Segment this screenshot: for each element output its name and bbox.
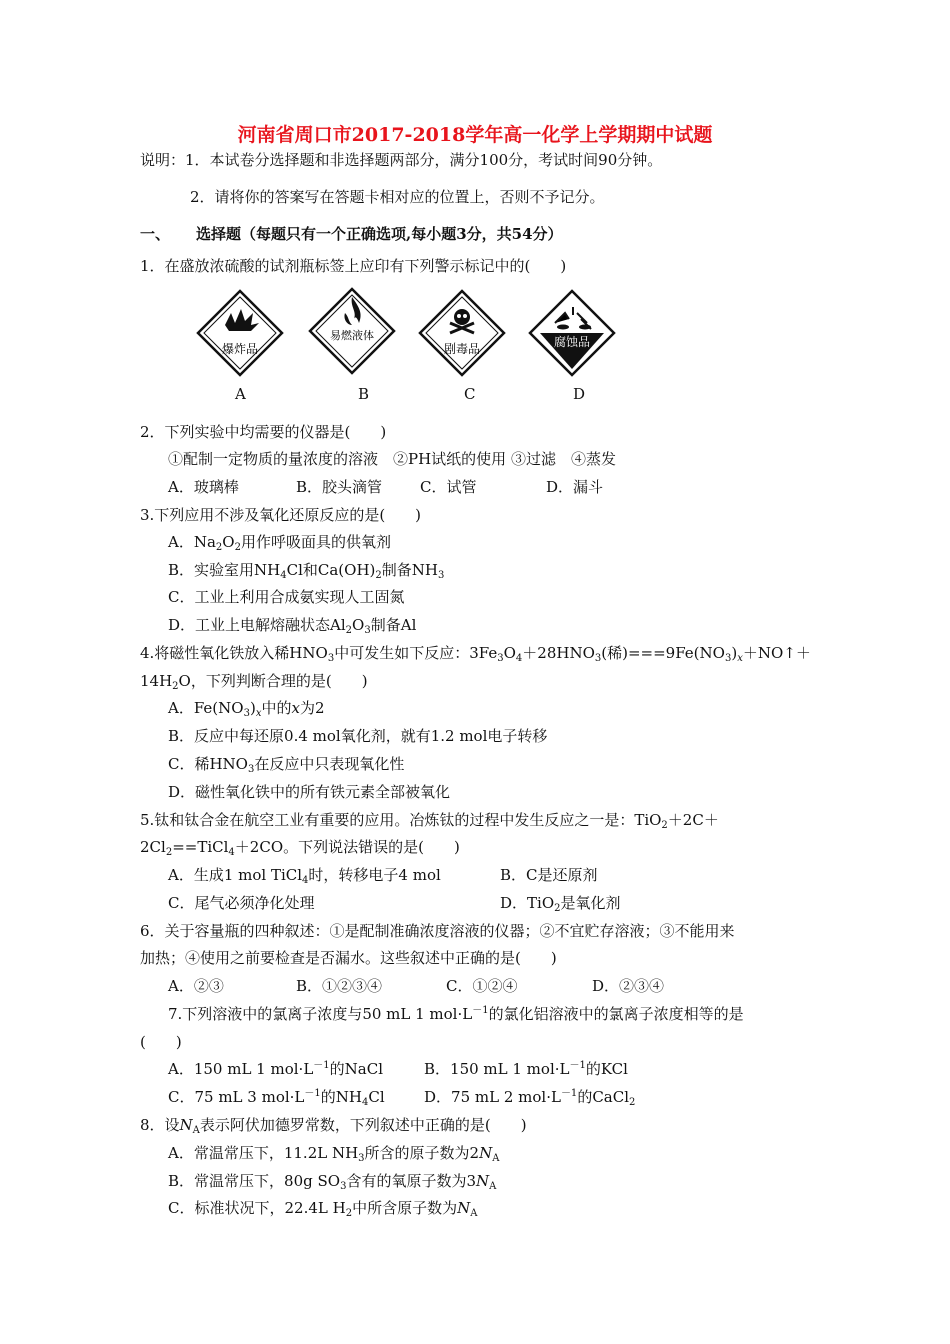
question-6-option-a: A．②③ [168, 977, 224, 995]
question-2-option-d: D．漏斗 [546, 478, 604, 496]
question-2-option-b: B．胶头滴管 [296, 478, 383, 496]
question-5-option-c: C．尾气必须净化处理 [168, 894, 315, 912]
question-8-option-c: C．标准状况下，22.4L $H_2$中所含原子数为$N_A$ [168, 1199, 478, 1219]
question-7-stem: 7.下列溶液中的氯离子浓度与50 mL 1 $mol\cdot L^{-1}$的氯化铝溶液中的氯离子浓度相等的是 [168, 1005, 744, 1023]
question-2-stem: 2．下列实验中均需要的仪器是( ) [140, 423, 387, 441]
sign-a-label: 爆炸品 [221, 342, 259, 356]
question-6-option-b: B．①②③④ [296, 977, 383, 995]
flammable-sign-icon [310, 289, 394, 373]
question-3-option-a: A．$Na_2O_2$用作呼吸面具的供氧剂 [168, 533, 391, 553]
option-label-c: C [464, 385, 476, 403]
question-6-option-d: D．②③④ [592, 977, 665, 995]
question-5-option-a: A．生成1 mol TiCl$_4$时，转移电子4 mol [168, 866, 441, 886]
question-1-stem: 1．在盛放浓硫酸的试剂瓶标签上应印有下列警示标记中的( ) [140, 257, 567, 275]
question-8-option-b: B．常温常压下，80g $SO_3$含有的氧原子数为$3N_A$ [168, 1172, 497, 1192]
question-2-items: ①配制一定物质的量浓度的溶液 ②PH试纸的使用 ③过滤 ④蒸发 [168, 450, 616, 468]
option-label-b: B [358, 385, 370, 403]
warning-signs [195, 283, 635, 413]
sign-b-label: 易燃液体 [330, 329, 374, 342]
question-2-option-c: C．试管 [420, 478, 477, 496]
question-7-option-a: A．150 mL 1 $mol\cdot L^{-1}$的NaCl [168, 1060, 383, 1078]
question-5-option-b: B．C是还原剂 [500, 866, 598, 884]
question-4-stem: 4.将磁性氧化铁放入稀$HNO_3$中可发生如下反应：$3Fe_3O_4+28HNO_3$(稀)$===9Fe(NO_3)_x+NO↑+$ [140, 644, 811, 664]
question-3-stem: 3.下列应用不涉及氧化还原反应的是( ) [140, 506, 422, 524]
option-label-a: A [235, 385, 246, 403]
question-8-option-a: A．常温常压下，11.2L $NH_3$所含的原子数为$2N_A$ [168, 1144, 500, 1164]
question-7-option-b: B．150 mL 1 $mol\cdot L^{-1}$的KCl [424, 1060, 628, 1078]
page-title: 河南省周口市2017-2018学年高一化学上学期期中试题 [237, 124, 713, 146]
question-3-option-c: C．工业上利用合成氨实现人工固氮 [168, 588, 405, 606]
question-6-stem: 6．关于容量瓶的四种叙述：①是配制准确浓度溶液的仪器；②不宜贮存溶液；③不能用来 [140, 922, 735, 940]
question-5-stem: 5.钛和钛合金在航空工业有重要的应用。冶炼钛的过程中发生反应之一是：TiO$_2$＋2C＋ [140, 811, 719, 831]
question-4-stem-cont: $14H_2O$，下列判断合理的是( ) [140, 672, 368, 692]
note-2: 2．请将你的答案写在答题卡相对应的位置上，否则不予记分。 [190, 188, 605, 206]
section-heading: 选择题（每题只有一个正确选项,每小题3分，共54分） [196, 225, 563, 243]
sign-c-label: 剧毒品 [443, 342, 481, 356]
explosive-sign-icon [198, 291, 282, 375]
question-8-stem: 8．设$N_A$表示阿伏加德罗常数，下列叙述中正确的是( ) [140, 1116, 527, 1136]
question-4-option-c: C．稀$HNO_3$在反应中只表现氧化性 [168, 755, 405, 775]
question-7-stem-cont: ( ) [140, 1033, 182, 1051]
question-3-option-b: B．实验室用$NH_4Cl$和$Ca(OH)_2$制备$NH_3$ [168, 561, 445, 581]
question-4-option-b: B．反应中每还原0.4 mol氧化剂，就有1.2 mol电子转移 [168, 727, 548, 745]
question-5-stem-cont: $2Cl_2==TiCl_4+2CO$。下列说法错误的是( ) [140, 838, 460, 858]
question-2-option-a: A．玻璃棒 [168, 478, 239, 496]
question-7-option-c: C．75 mL 3 $mol\cdot L^{-1}$的$NH_4Cl$ [168, 1088, 385, 1108]
question-6-option-c: C．①②④ [446, 977, 518, 995]
question-3-option-d: D．工业上电解熔融状态$Al_2O_3$制备Al [168, 616, 417, 636]
sign-d-label: 腐蚀品 [553, 335, 591, 349]
question-4-option-a: A．$Fe(NO_3)_x$中的x为2 [168, 699, 325, 719]
corrosive-sign-icon [530, 291, 614, 375]
toxic-sign-icon [420, 291, 504, 375]
question-5-option-d: D．TiO$_2$是氧化剂 [500, 894, 621, 914]
note-1: 说明：1．本试卷分选择题和非选择题两部分，满分100分，考试时间90分钟。 [140, 151, 663, 169]
question-7-option-d: D．75 mL 2 $mol\cdot L^{-1}$的CaCl$_2$ [424, 1088, 636, 1108]
section-number: 一、 [140, 225, 171, 243]
option-label-d: D [573, 385, 586, 403]
question-4-option-d: D．磁性氧化铁中的所有铁元素全部被氧化 [168, 783, 451, 801]
question-6-stem-cont: 加热；④使用之前要检查是否漏水。这些叙述中正确的是( ) [140, 949, 557, 967]
